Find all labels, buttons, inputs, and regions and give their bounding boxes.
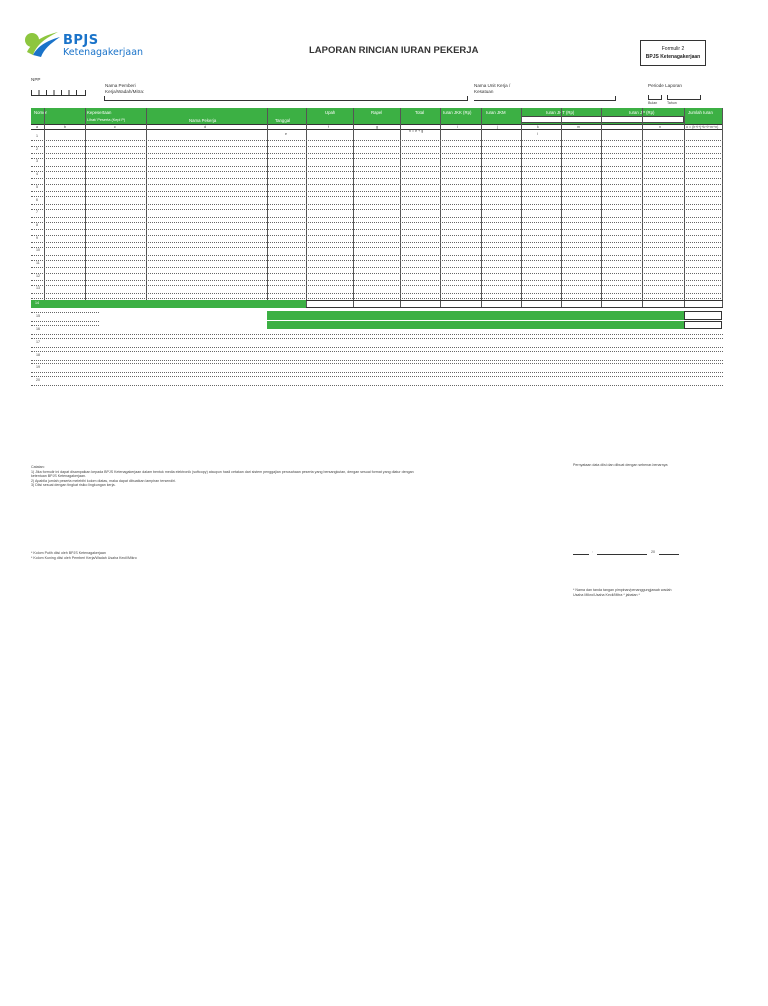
table-row[interactable] bbox=[31, 134, 723, 147]
extra-row-divider bbox=[31, 363, 723, 364]
header-kepesertaan: Kepesertaan bbox=[87, 110, 112, 115]
extra-row-divider bbox=[31, 338, 723, 339]
npp-field[interactable] bbox=[31, 90, 86, 96]
notes-line-2: ketentuan BPJS Ketenagakerjaan. bbox=[31, 474, 86, 478]
table-row[interactable] bbox=[31, 248, 723, 261]
employer-label: Nama Pemberi Kerja/Wadah/Mitra: bbox=[105, 83, 145, 94]
extra-row[interactable] bbox=[31, 350, 723, 362]
header-iuran-jp: Iuran JP (Rp) bbox=[629, 110, 655, 115]
bpjs-logo bbox=[24, 28, 64, 58]
header-rapel: Rapel bbox=[371, 110, 383, 115]
extra-row-number: 19 bbox=[36, 365, 40, 369]
colnum-k: k bbox=[537, 125, 539, 129]
colnum-j: j bbox=[497, 125, 498, 129]
notes-line-4: 3) Diisi sesuai dengan tingkat risiko lingkungan kerja. bbox=[31, 483, 116, 487]
period-year-field[interactable] bbox=[667, 95, 701, 100]
row-number: 13 bbox=[36, 286, 40, 291]
npp-label: NPP bbox=[31, 77, 41, 82]
subheader-white bbox=[521, 116, 684, 123]
extra-row-divider bbox=[31, 351, 723, 352]
colnum-n: n bbox=[659, 125, 661, 129]
row-divider bbox=[31, 298, 723, 299]
row-divider bbox=[31, 229, 723, 230]
table-row[interactable] bbox=[31, 274, 723, 287]
row-number: 8 bbox=[36, 222, 38, 227]
footnote-1: * Kolom Putih diisi oleh BPJS Ketenagakerjaan bbox=[31, 551, 106, 555]
signature-caption-1: * Nama dan tanda tangan pimpinan/penanggungjawab wadah bbox=[573, 588, 672, 592]
header-iuran-jkk: Iuran JKK (Rp) bbox=[443, 110, 472, 115]
header-iuran-jht: Iuran JHT (Rp) bbox=[546, 110, 575, 115]
table-row[interactable] bbox=[31, 147, 723, 160]
extra-row-divider bbox=[31, 347, 723, 348]
header-nomor: Nomor bbox=[34, 110, 47, 115]
extra-row-number: 17 bbox=[36, 340, 40, 344]
colnum-l: l bbox=[537, 132, 538, 136]
header-total: Total bbox=[415, 110, 425, 115]
period-year-caption: Tahun bbox=[667, 101, 677, 105]
extra-row-divider bbox=[31, 385, 723, 386]
row-number: 4 bbox=[36, 172, 38, 177]
total-row-number: 14 bbox=[35, 301, 39, 305]
row-divider bbox=[31, 178, 723, 179]
row-divider bbox=[31, 280, 723, 281]
extra-row-divider bbox=[31, 334, 723, 335]
notes-line-3: 2) Apabila jumlah peserta melebihi kolom diatas, maka dapat dibuatkan lampiran tersendiri. bbox=[31, 478, 177, 483]
row-number: 2 bbox=[36, 146, 38, 151]
table-row[interactable] bbox=[31, 210, 723, 223]
row-divider bbox=[31, 267, 723, 268]
table-row[interactable] bbox=[31, 286, 723, 299]
signature-caption bbox=[573, 588, 672, 597]
notes-block bbox=[31, 465, 451, 488]
extra-row-divider bbox=[31, 321, 99, 322]
header-iuran-jkm: Iuran JKM bbox=[486, 110, 506, 115]
page-title: LAPORAN RINCIAN IURAN PEKERJA bbox=[309, 45, 479, 56]
row-divider bbox=[31, 255, 723, 256]
period-month-field[interactable] bbox=[648, 95, 662, 100]
notes-title: Catatan: bbox=[31, 465, 45, 469]
extra-row-number: 15 bbox=[36, 314, 40, 318]
colnum-e: e bbox=[285, 132, 287, 136]
extra-row-number: 20 bbox=[36, 378, 40, 382]
total-row bbox=[31, 300, 306, 308]
table-row[interactable] bbox=[31, 172, 723, 185]
brand-name: BPJS bbox=[63, 33, 99, 48]
extra-row-divider bbox=[31, 376, 723, 377]
row-number: 3 bbox=[36, 159, 38, 164]
colnum-d: d bbox=[204, 125, 206, 129]
colnum-f: f bbox=[328, 125, 329, 129]
row-number: 5 bbox=[36, 184, 38, 189]
row-number: 11 bbox=[36, 261, 40, 265]
extra-row[interactable] bbox=[31, 375, 723, 387]
table-row[interactable] bbox=[31, 223, 723, 236]
colnum-m: m bbox=[577, 125, 580, 129]
row-divider bbox=[31, 153, 723, 154]
colnum-c: c bbox=[114, 125, 116, 129]
signature-year-prefix: 20 bbox=[651, 550, 655, 554]
extra-row-number: 16 bbox=[36, 327, 40, 331]
colnum-o: o = (h+i+j+k+l+m+n) bbox=[686, 125, 719, 129]
signature-caption-2: Usaha Mikro/Usaha Kecil/Mitra * jabatan * bbox=[573, 592, 640, 597]
extra-row-number: 18 bbox=[36, 353, 40, 357]
row-divider bbox=[31, 166, 723, 167]
header-upah: Upah bbox=[325, 110, 336, 115]
table-row[interactable] bbox=[31, 159, 723, 172]
row-number: 6 bbox=[36, 197, 38, 202]
row-number: 7 bbox=[36, 210, 38, 215]
row-number: 9 bbox=[36, 235, 38, 240]
employer-field[interactable] bbox=[104, 96, 468, 101]
colnum-a: a bbox=[36, 125, 38, 129]
colnum-h: h = e + g bbox=[409, 129, 424, 133]
unit-field[interactable] bbox=[474, 96, 616, 101]
footnotes bbox=[31, 551, 137, 560]
header-nama-pekerja: Nama Pekerja bbox=[189, 118, 217, 123]
table-row[interactable] bbox=[31, 185, 723, 198]
extra-row-divider bbox=[31, 372, 723, 373]
row-number: 1 bbox=[36, 134, 38, 138]
row-number: 12 bbox=[36, 273, 40, 278]
brand-sub: Ketenagakerjaan bbox=[63, 47, 144, 58]
notes-line-1: 1) Jika formulir ini dapat disampaikan kepada BPJS Ketenagakerjaan dalam bentuk media elektronik (softcopy) ataupun hasil cetakan dari sistem penggajian perusahaan peserta yang bersangkutan, dengan sesuai format yang diatur dengan bbox=[31, 469, 414, 474]
row-divider bbox=[31, 217, 723, 218]
colnum-g: g bbox=[376, 125, 378, 129]
period-month-caption: Bulan bbox=[648, 101, 658, 105]
row-number: 10 bbox=[36, 248, 40, 253]
form-code-line2: BPJS Ketenagakerjaan bbox=[645, 54, 701, 60]
table-row[interactable] bbox=[31, 198, 723, 211]
row-divider bbox=[31, 140, 723, 141]
extra-row[interactable] bbox=[31, 324, 723, 336]
form-code-box bbox=[640, 40, 706, 66]
extra-row[interactable] bbox=[31, 311, 723, 323]
colnum-i: i bbox=[457, 125, 458, 129]
extra-row-divider bbox=[31, 360, 723, 361]
extra-row[interactable] bbox=[31, 362, 723, 374]
contribution-table bbox=[31, 108, 723, 308]
extra-row-divider bbox=[31, 325, 99, 326]
header-tanggal: Tanggal bbox=[275, 118, 291, 123]
colnum-b: b bbox=[64, 125, 66, 129]
row-divider bbox=[31, 242, 723, 243]
table-row[interactable] bbox=[31, 261, 723, 274]
form-code-line1: Formulir 2 bbox=[661, 46, 685, 52]
unit-label: Nama Unit Kerja / Kesatuan bbox=[474, 83, 511, 94]
extra-row[interactable] bbox=[31, 337, 723, 349]
header-kepesertaan-sub: Lihat/ Peserta (Kepl P) bbox=[87, 118, 126, 122]
extra-row-divider bbox=[31, 312, 99, 313]
period-label: Periode Laporan bbox=[648, 83, 682, 88]
row-divider bbox=[31, 204, 723, 205]
signature-statement: Pernyataan data diisi dan dibuat dengan sebenar-benarnya bbox=[573, 463, 668, 467]
total-row-cells[interactable] bbox=[306, 300, 723, 308]
footnote-2: * Kolom Kuning diisi oleh Pemberi Kerja/Wadah Usaha Kecil/Mikro bbox=[31, 555, 137, 560]
table-row[interactable] bbox=[31, 236, 723, 249]
header-jumlah-iuran: Jumlah Iuran bbox=[688, 110, 713, 115]
signature-date-line[interactable]: , 20 bbox=[573, 550, 679, 556]
row-divider bbox=[31, 191, 723, 192]
row-divider bbox=[31, 293, 723, 294]
